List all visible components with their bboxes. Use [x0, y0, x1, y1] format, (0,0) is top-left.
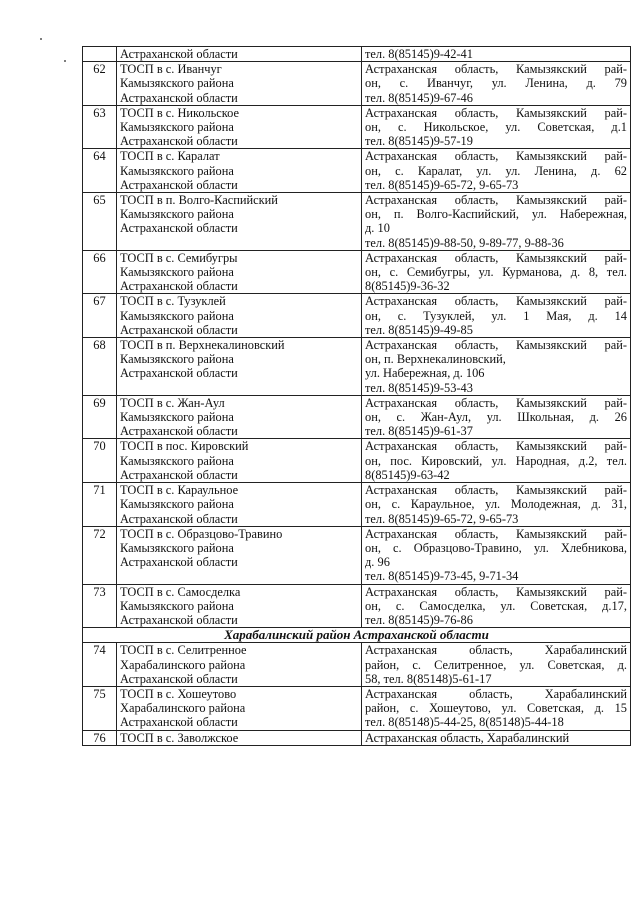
institution-name-line: Астраханской области: [120, 671, 238, 686]
row-number: 62: [83, 62, 117, 106]
institution-name-line: Камызякского района: [120, 598, 234, 613]
institution-name-cell: [117, 483, 362, 527]
institution-name-line: Камызякского района: [120, 497, 234, 512]
institution-name-cell: [117, 686, 362, 730]
institution-name-cell: [117, 62, 362, 106]
address-line: он, пос. Кировский, ул. Народная, д.2, тел.: [365, 453, 627, 468]
table-row: [83, 730, 631, 745]
address-cell: [362, 643, 631, 687]
address-line: он, п. Верхнекалиновский,: [365, 352, 506, 367]
institution-name-line: ТОСП в с. Никольское: [120, 105, 240, 120]
address-line: Астраханская область, Камызякский рай-: [365, 483, 627, 498]
institution-name-line: Астраханской области: [120, 47, 238, 61]
institution-name-cell: [117, 526, 362, 584]
institutions-table: [82, 46, 631, 746]
address-line: Астраханская область, Камызякский рай-: [365, 294, 627, 309]
institution-name-line: ТОСП в п. Верхнекалиновский: [120, 338, 285, 353]
table-row: [83, 250, 631, 294]
address-cell: [362, 526, 631, 584]
institution-name-cell: [117, 439, 362, 483]
institution-name-line: Астраханской области: [120, 279, 238, 294]
address-line: Астраханская область, Камызякский рай-: [365, 105, 627, 120]
address-cell: [362, 584, 631, 628]
table-row: [83, 62, 631, 106]
address-line: тел. 8(85145)9-76-86: [365, 612, 473, 627]
address-line: он, с. Иванчуг, ул. Ленина, д. 79: [365, 76, 627, 91]
table-body-kamyzyak: [83, 47, 631, 628]
row-number: 72: [83, 526, 117, 584]
table-row: [83, 526, 631, 584]
address-line: Астраханская область, Камызякский рай-: [365, 584, 627, 599]
address-line: д. 10: [365, 221, 390, 236]
institution-name-line: Астраханской области: [120, 555, 238, 570]
address-line: район, с. Хошеутово, ул. Советская, д. 15: [365, 701, 627, 716]
row-number: 65: [83, 193, 117, 251]
address-line: тел. 8(85145)9-73-45, 9-71-34: [365, 569, 519, 584]
institution-name-line: ТОСП в с. Образцово-Травино: [120, 526, 283, 541]
institution-name-line: Камызякского района: [120, 308, 234, 323]
institution-name-cell: [117, 395, 362, 439]
institution-name-line: ТОСП в п. Волго-Каспийский: [120, 193, 278, 208]
row-number: 67: [83, 294, 117, 338]
address-line: он, с. Самосделка, ул. Советская, д.17,: [365, 598, 627, 613]
institution-name-line: Камызякского района: [120, 352, 234, 367]
institution-name-line: ТОСП в с. Тузуклей: [120, 294, 226, 309]
row-number: 63: [83, 105, 117, 149]
address-line: тел. 8(85145)9-88-50, 9-89-77, 9-88-36: [365, 235, 564, 250]
institution-name-line: Камызякского района: [120, 120, 234, 135]
institution-name-line: ТОСП в с. Жан-Аул: [120, 395, 225, 410]
table-row: [83, 149, 631, 193]
institution-name-line: ТОСП в с. Караульное: [120, 483, 239, 498]
address-cell: [362, 294, 631, 338]
address-line: Астраханская область, Камызякский рай-: [365, 395, 627, 410]
address-line: Астраханская область, Камызякский рай-: [365, 250, 627, 265]
institution-name-line: Камызякского района: [120, 207, 234, 222]
address-line: тел. 8(85145)9-42-41: [365, 47, 473, 61]
institution-name-cell: [117, 149, 362, 193]
row-number: [83, 47, 117, 62]
address-line: тел. 8(85145)9-57-19: [365, 134, 473, 149]
institution-name-line: Астраханской области: [120, 612, 238, 627]
address-line: он, с. Жан-Аул, ул. Школьная, д. 26: [365, 410, 627, 425]
institution-name-line: Астраханской области: [120, 366, 238, 381]
address-cell: [362, 105, 631, 149]
address-line: он, с. Тузуклей, ул. 1 Мая, д. 14: [365, 308, 627, 323]
table-row: [83, 686, 631, 730]
institution-name-line: Астраханской области: [120, 467, 238, 482]
address-line: тел. 8(85145)9-49-85: [365, 322, 473, 337]
row-number: 74: [83, 643, 117, 687]
address-line: тел. 8(85148)5-44-25, 8(85148)5-44-18: [365, 715, 564, 730]
address-cell: [362, 47, 631, 62]
institution-name-line: Камызякского района: [120, 540, 234, 555]
address-line: ул. Набережная, д. 106: [365, 366, 485, 381]
table-row: [83, 338, 631, 396]
address-line: Астраханская область, Камызякский рай-: [365, 526, 627, 541]
institution-name-line: Астраханской области: [120, 90, 238, 105]
address-line: он, с. Семибугры, ул. Курманова, д. 8, тел.: [365, 265, 627, 280]
table-row: [83, 395, 631, 439]
row-number: 70: [83, 439, 117, 483]
institution-name-cell: [117, 584, 362, 628]
address-line: Астраханская область, Камызякский рай-: [365, 193, 627, 208]
address-line: д. 96: [365, 555, 390, 570]
institution-name-line: Камызякского района: [120, 410, 234, 425]
address-cell: [362, 730, 631, 745]
address-line: Астраханская область, Харабалинский: [365, 643, 627, 658]
row-number: 69: [83, 395, 117, 439]
address-line: он, с. Никольское, ул. Советская, д.1: [365, 120, 627, 135]
section-header-row: [83, 628, 631, 643]
institution-name-line: ТОСП в с. Заволжское: [120, 730, 239, 745]
address-line: он, с. Караульное, ул. Молодежная, д. 31,: [365, 497, 627, 512]
address-line: тел. 8(85145)9-67-46: [365, 90, 473, 105]
table-row: [83, 47, 631, 62]
row-number: 75: [83, 686, 117, 730]
row-number: 68: [83, 338, 117, 396]
institution-name-line: Камызякского района: [120, 163, 234, 178]
row-number: 64: [83, 149, 117, 193]
address-cell: [362, 338, 631, 396]
institution-name-line: Астраханской области: [120, 177, 238, 192]
table-row: [83, 294, 631, 338]
address-cell: [362, 62, 631, 106]
institution-name-cell: [117, 105, 362, 149]
institution-name-line: Астраханской области: [120, 424, 238, 439]
institution-name-line: ТОСП в с. Хошеутово: [120, 686, 237, 701]
institution-name-line: Астраханской области: [120, 134, 238, 149]
institution-name-line: Камызякского района: [120, 453, 234, 468]
row-number: 71: [83, 483, 117, 527]
address-line: 58, тел. 8(85148)5-61-17: [365, 671, 492, 686]
table-row: [83, 483, 631, 527]
institution-name-line: Камызякского района: [120, 265, 234, 280]
address-line: Астраханская область, Харабалинский: [365, 686, 627, 701]
address-line: он, с. Образцово-Травино, ул. Хлебникова,: [365, 540, 627, 555]
table-row: [83, 643, 631, 687]
address-line: тел. 8(85145)9-65-72, 9-65-73: [365, 177, 519, 192]
institution-name-line: Харабалинского района: [120, 701, 246, 716]
address-line: Астраханская область, Камызякский рай-: [365, 439, 627, 454]
address-line: 8(85145)9-36-32: [365, 279, 450, 294]
table-row: [83, 584, 631, 628]
address-line: Астраханская область, Харабалинский: [365, 730, 570, 745]
institution-name-line: ТОСП в с. Каралат: [120, 149, 220, 164]
address-line: Астраханская область, Камызякский рай-: [365, 149, 627, 164]
address-line: Астраханская область, Камызякский рай-: [365, 62, 627, 77]
address-cell: [362, 483, 631, 527]
row-number: 76: [83, 730, 117, 745]
section-header: Харабалинский район Астраханской области: [83, 628, 631, 643]
address-line: тел. 8(85145)9-61-37: [365, 424, 473, 439]
address-cell: [362, 250, 631, 294]
row-number: 66: [83, 250, 117, 294]
scan-marks: [40, 38, 70, 68]
table-row: [83, 105, 631, 149]
address-line: он, с. Каралат, ул. ул. Ленина, д. 62: [365, 163, 627, 178]
address-cell: [362, 686, 631, 730]
institution-name-line: ТОСП в с. Самосделка: [120, 584, 241, 599]
institution-name-line: ТОСП в с. Иванчуг: [120, 62, 222, 77]
institution-name-cell: [117, 47, 362, 62]
table-body-kharabali: [83, 643, 631, 745]
address-line: он, п. Волго-Каспийский, ул. Набережная,: [365, 207, 627, 222]
table-row: [83, 439, 631, 483]
institution-name-line: Харабалинского района: [120, 657, 246, 672]
institution-name-cell: [117, 730, 362, 745]
institution-name-cell: [117, 338, 362, 396]
institution-name-line: Астраханской области: [120, 221, 238, 236]
institution-name-cell: [117, 294, 362, 338]
institution-name-line: ТОСП в с. Семибугры: [120, 250, 238, 265]
address-cell: [362, 149, 631, 193]
address-cell: [362, 395, 631, 439]
institution-name-line: ТОСП в пос. Кировский: [120, 439, 249, 454]
address-line: тел. 8(85145)9-65-72, 9-65-73: [365, 511, 519, 526]
table-row: [83, 193, 631, 251]
address-line: район, с. Селитренное, ул. Советская, д.: [365, 657, 627, 672]
address-cell: [362, 193, 631, 251]
address-line: 8(85145)9-63-42: [365, 467, 450, 482]
institution-name-line: Астраханской области: [120, 511, 238, 526]
institution-name-cell: [117, 250, 362, 294]
institution-name-line: Камызякского района: [120, 76, 234, 91]
address-line: тел. 8(85145)9-53-43: [365, 380, 473, 395]
institution-name-cell: [117, 643, 362, 687]
institution-name-line: ТОСП в с. Селитренное: [120, 643, 247, 658]
institution-name-line: Астраханской области: [120, 322, 238, 337]
address-line: Астраханская область, Камызякский рай-: [365, 338, 627, 353]
institution-name-line: Астраханской области: [120, 715, 238, 730]
row-number: 73: [83, 584, 117, 628]
address-cell: [362, 439, 631, 483]
institution-name-cell: [117, 193, 362, 251]
